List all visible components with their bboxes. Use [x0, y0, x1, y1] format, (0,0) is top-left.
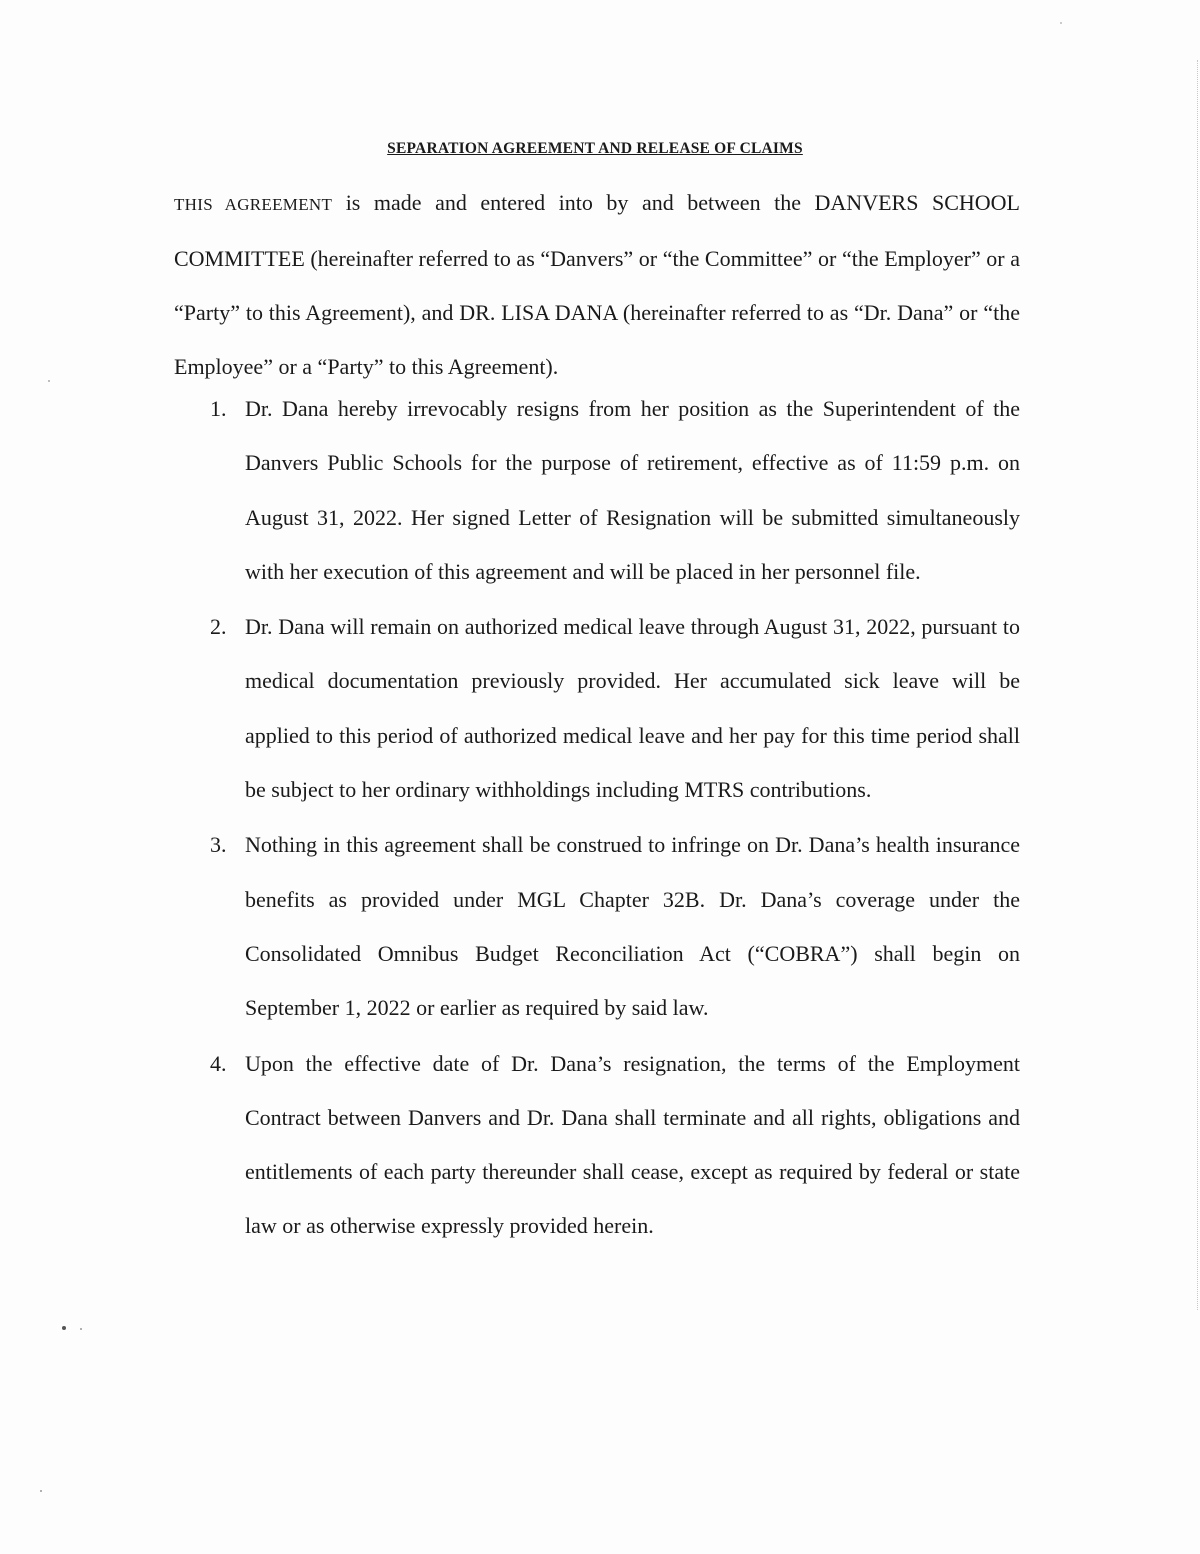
clause-item: [174, 382, 1020, 599]
clause-item: [174, 1037, 1020, 1254]
clause-text: Dr. Dana hereby irrevocably resigns from her position as the Superintendent of the Danvers Public Schools for the purpose of retirement, effective as of 11:59 p.m. on August 31, 2022. Her signed Letter of Resignation will be submitted simultaneously with her execution of this agreement and will be placed in her personnel file.: [245, 396, 1020, 584]
clause-number: 3.: [210, 832, 227, 858]
clause-text: Nothing in this agreement shall be construed to infringe on Dr. Dana’s health insurance benefits as provided under MGL Chapter 32B. Dr. Dana’s coverage under the Consolidated Omnibus Budget Reconciliation Act (“COBRA”) shall begin on September 1, 2022 or earlier as required by said law.: [245, 832, 1020, 1021]
scan-speck: [1060, 22, 1062, 24]
clause-number: 1.: [210, 396, 227, 421]
clause-item: [174, 600, 1020, 817]
scan-speck: [40, 1490, 42, 1492]
intro-text: is made and entered into by and between the DANVERS SCHOOL COMMITTEE (hereinafter referred to as “Danvers” or “the Committee” or “the Employer” or a “Party” to this Agreement), and DR. LISA DANA (hereinafter referred to as “Dr. Dana” or “the Employee” or a “Party” to this Agreement).: [174, 190, 1020, 379]
scan-speck: [48, 380, 50, 382]
intro-paragraph: [174, 176, 1020, 394]
clause-text: Dr. Dana will remain on authorized medical leave through August 31, 2022, pursuant to medical documentation previously provided. Her accumulated sick leave will be applied to this period of authorized medical leave and her pay for this time period shall be subject to her ordinary withholdings including MTRS contributions.: [245, 614, 1020, 803]
clause-text: Upon the effective date of Dr. Dana’s resignation, the terms of the Employment Contract between Danvers and Dr. Dana shall terminate and all rights, obligations and entitlements of each party thereunder shall cease, except as required by federal or state law or as otherwise expressly provided herein.: [245, 1050, 1020, 1239]
scan-speck: [62, 1326, 66, 1330]
intro-lead: THIS AGREEMENT: [174, 195, 333, 214]
clause-number: 2.: [210, 614, 227, 640]
document-title: SEPARATION AGREEMENT AND RELEASE OF CLAIMS: [387, 140, 803, 157]
clause-number: 4.: [210, 1050, 227, 1076]
clause-item: [174, 818, 1020, 1035]
clause-list: [174, 382, 1020, 1255]
scan-speck: [80, 1328, 82, 1330]
